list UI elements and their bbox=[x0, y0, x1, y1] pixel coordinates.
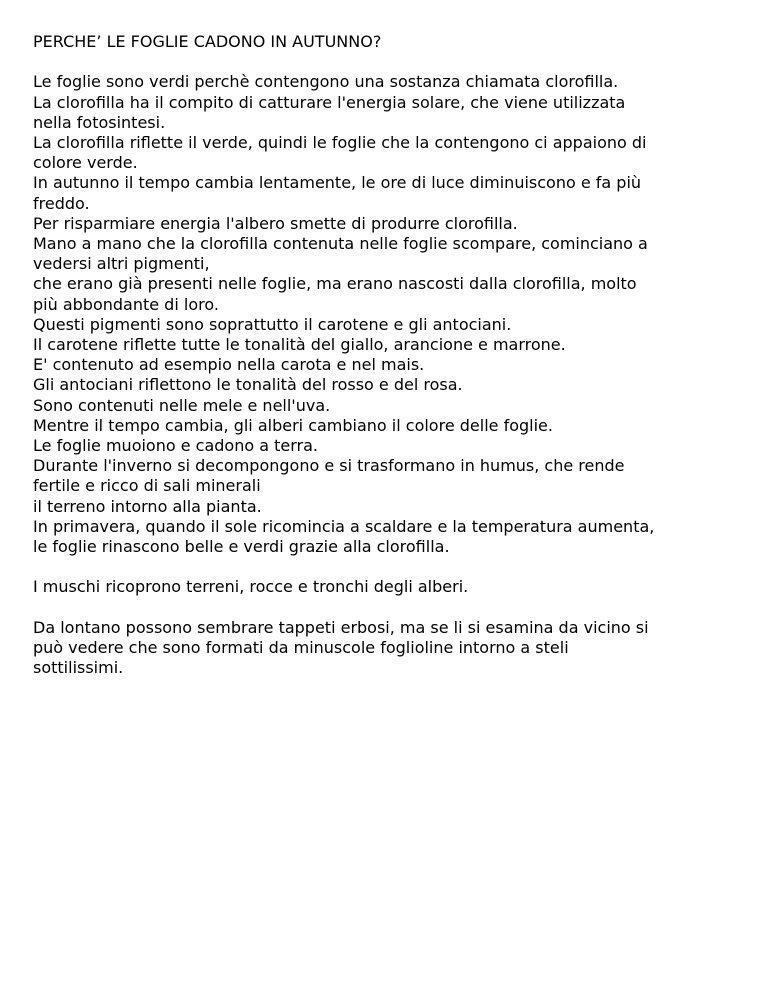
text-line: può vedere che sono formati da minuscole foglioline intorno a steli bbox=[33, 638, 569, 658]
text-line: In autunno il tempo cambia lentamente, le ore di luce diminuiscono e fa più bbox=[33, 173, 642, 193]
text-line: La clorofilla riflette il verde, quindi le foglie che la contengono ci appaiono di bbox=[33, 133, 647, 152]
text-line: che erano già presenti nelle foglie, ma erano nascosti dalla clorofilla, molto bbox=[33, 274, 637, 294]
paragraph-mosses bbox=[33, 577, 748, 597]
text-line: fertile e ricco di sali minerali bbox=[33, 476, 261, 496]
text-line: sottilissimi. bbox=[33, 658, 124, 678]
text-line: nella fotosintesi. bbox=[33, 112, 166, 132]
text-line: E' contenuto ad esempio nella carota e nel mais. bbox=[33, 355, 425, 375]
document-title: PERCHE’ LE FOGLIE CADONO IN AUTUNNO? bbox=[33, 32, 382, 51]
text-line: Durante l'inverno si decompongono e si trasformano in humus, che rende bbox=[33, 456, 625, 476]
text-line: il terreno intorno alla pianta. bbox=[33, 496, 262, 516]
text-line: Gli antociani riflettono le tonalità del rosso e del rosa. bbox=[33, 375, 463, 395]
paragraph-spacer bbox=[33, 598, 748, 618]
text-line: colore verde. bbox=[33, 153, 138, 173]
text-line: Sono contenuti nelle mele e nell'uva. bbox=[33, 395, 331, 415]
text-line: Per risparmiare energia l'albero smette di produrre clorofilla. bbox=[33, 213, 518, 233]
text-line: vedersi altri pigmenti, bbox=[33, 254, 210, 274]
paragraph-spacer bbox=[33, 557, 748, 577]
text-line: In primavera, quando il sole ricomincia a scaldare e la temperatura aumenta, bbox=[33, 516, 655, 536]
text-line: Questi pigmenti sono soprattutto il carotene e gli antociani. bbox=[33, 314, 512, 334]
text-line: freddo. bbox=[33, 193, 90, 213]
paragraph-autumn-leaves bbox=[33, 72, 748, 557]
paragraph-spacer bbox=[33, 52, 748, 72]
text-line: Le foglie muoiono e cadono a terra. bbox=[33, 436, 318, 456]
text-line: più abbondante di loro. bbox=[33, 294, 219, 314]
text-line: I muschi ricoprono terreni, rocce e tronchi degli alberi. bbox=[33, 577, 469, 597]
paragraph-mosses-detail bbox=[33, 618, 748, 679]
text-line: Il carotene riflette tutte le tonalità del giallo, arancione e marrone. bbox=[33, 335, 566, 355]
text-line: La clorofilla ha il compito di catturare l'energia solare, che viene utilizzata bbox=[33, 92, 626, 112]
text-line: Da lontano possono sembrare tappeti erbosi, ma se li si esamina da vicino si bbox=[33, 617, 649, 637]
text-line: Le foglie sono verdi perchè contengono una sostanza chiamata clorofilla. bbox=[33, 72, 619, 92]
text-line: Mano a mano che la clorofilla contenuta nelle foglie scompare, cominciano a bbox=[33, 234, 648, 254]
document-page bbox=[33, 32, 748, 678]
text-line: Mentre il tempo cambia, gli alberi cambiano il colore delle foglie. bbox=[33, 415, 553, 435]
text-line: le foglie rinascono belle e verdi grazie alla clorofilla. bbox=[33, 537, 450, 557]
